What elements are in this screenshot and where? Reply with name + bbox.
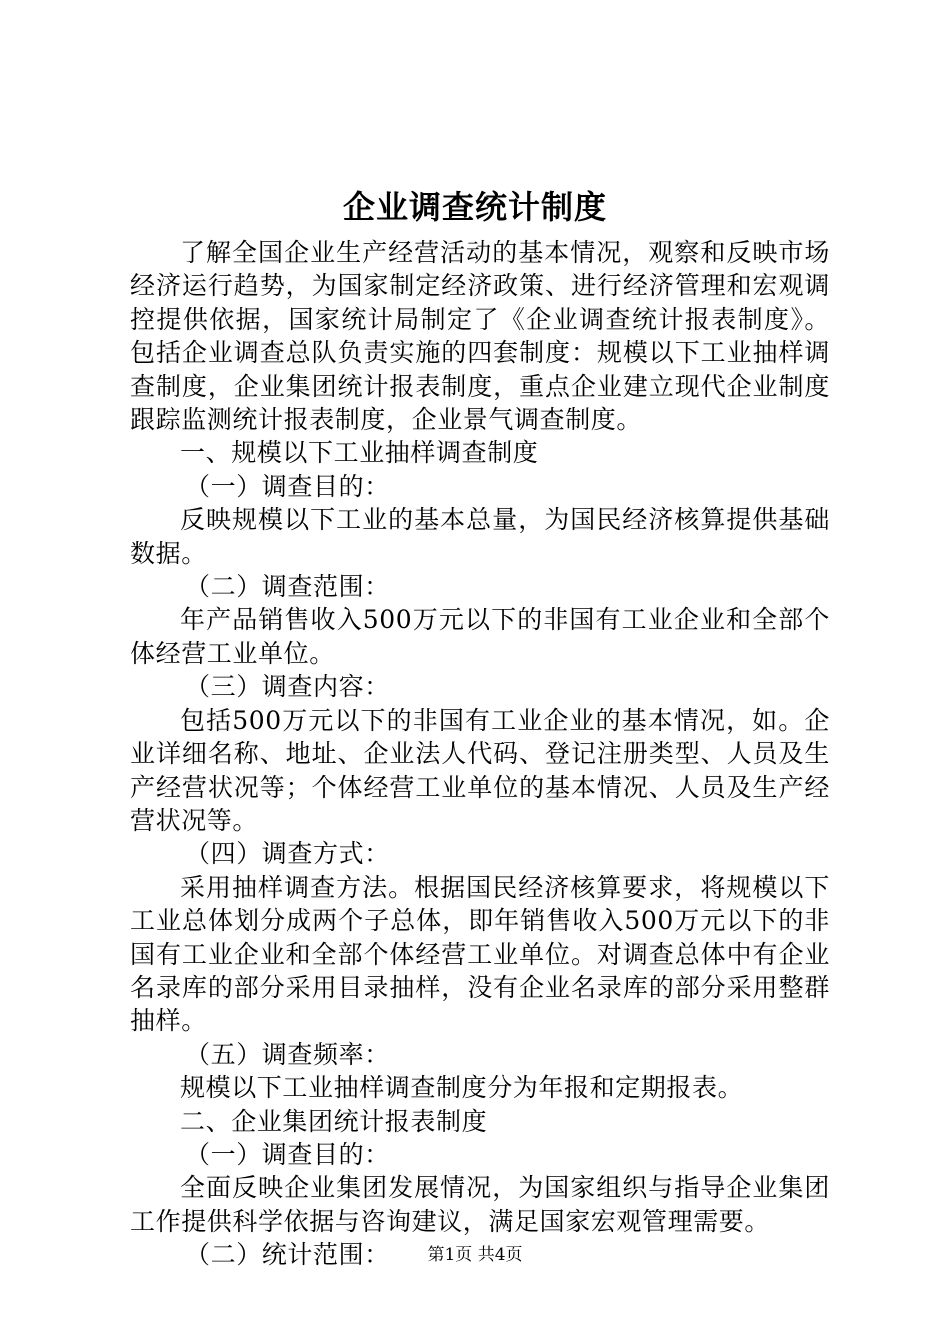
paragraph-scope: 年产品销售收入500万元以下的非国有工业企业和全部个体经营工业单位。 <box>130 605 830 668</box>
document-body <box>130 236 830 1272</box>
section-heading-2: 二、企业集团统计报表制度 <box>180 1106 488 1136</box>
paragraph-purpose-2: 全面反映企业集团发展情况，为国家组织与指导企业集团工作提供科学依据与咨询建议，满足国家宏观管理需要。 <box>130 1173 830 1236</box>
subheading-frequency: （五）调查频率： <box>185 1039 390 1069</box>
subheading-method: （四）调查方式： <box>185 839 390 869</box>
section-heading-1: 一、规模以下工业抽样调查制度 <box>180 438 539 468</box>
subheading-purpose-2: （一）调查目的： <box>185 1139 390 1169</box>
paragraph-purpose: 反映规模以下工业的基本总量，为国民经济核算提供基础数据。 <box>130 505 830 568</box>
subheading-scope: （二）调查范围： <box>185 572 390 602</box>
subheading-content: （三）调查内容： <box>185 672 390 702</box>
paragraph-method: 采用抽样调查方法。根据国民经济核算要求，将规模以下工业总体划分成两个子总体，即年销售收入500万元以下的非国有工业企业和全部个体经营工业单位。对调查总体中有企业名录库的部分采用目录抽样，没有企业名录库的部分采用整群抽样。 <box>130 872 830 1036</box>
intro-paragraph: 了解全国企业生产经营活动的基本情况，观察和反映市场经济运行趋势，为国家制定经济政策、进行经济管理和宏观调控提供依据，国家统计局制定了《企业调查统计报表制度》。包括企业调查总队负责实施的四套制度：规模以下工业抽样调查制度，企业集团统计报表制度，重点企业建立现代企业制度跟踪监测统计报表制度，企业景气调查制度。 <box>130 238 830 435</box>
document-title: 企业调查统计制度 <box>342 188 607 226</box>
paragraph-content: 包括500万元以下的非国有工业企业的基本情况，如。企业详细名称、地址、企业法人代码、登记注册类型、人员及生产经营状况等；个体经营工业单位的基本情况、人员及生产经营状况等。 <box>130 705 830 835</box>
page-number-footer: 第1页 共4页 <box>427 1245 523 1265</box>
subheading-scope-2: （二）统计范围： <box>185 1240 390 1270</box>
subheading-purpose: （一）调查目的： <box>185 471 390 501</box>
paragraph-frequency: 规模以下工业抽样调查制度分为年报和定期报表。 <box>180 1073 744 1103</box>
